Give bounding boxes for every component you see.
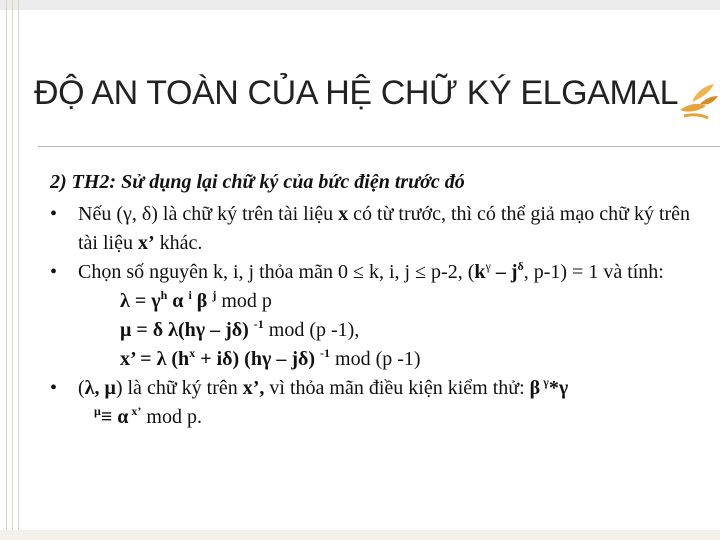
superscript: h [160,288,168,302]
bullet-dot: • [50,377,58,399]
formula-text: + iδ) (hγ – jδ) [195,348,321,370]
text-run: Chọn số nguyên k, i, j thỏa mãn 0 ≤ k, i, j ≤ p-2, ( [78,261,475,283]
text-run: – [490,261,511,283]
formula-text: μ = δ λ(hγ – jδ) [120,319,254,341]
equiv-symbol: ≡ [100,406,118,428]
top-band [0,0,720,10]
bottom-band [0,530,720,540]
text-run: ) là chữ ký trên tài liệu [151,203,339,225]
superscript: x’ [128,404,142,418]
formula-text: mod (p -1), [263,319,360,341]
superscript: -1 [320,346,331,360]
formula-text: mod (p -1) [330,348,421,370]
superscript: j [212,288,217,302]
text-run: khác. [154,232,203,254]
superscript: x [189,346,196,360]
bird-logo-icon [676,80,720,124]
superscript: μ [94,404,101,418]
delta-symbol: δ [141,203,152,225]
superscript: γ [540,375,549,389]
text-run: ( [78,377,85,399]
text-run: , [131,203,142,225]
frame-line-left-3 [18,0,19,540]
var-k: k [474,261,486,283]
text-run: , p-1) = 1 và tính: [523,261,664,283]
bullet-item-3 [50,374,710,403]
slide-body [50,168,710,432]
alpha-symbol: α [167,290,189,312]
superscript: i [188,288,192,302]
title-underline [38,146,720,147]
doc-x-prime: x’, [242,377,265,399]
formula-text: mod p [216,290,272,312]
slide-title: ĐỘ AN TOÀN CỦA HỆ CHỮ KÝ ELGAMAL [34,74,679,112]
bullet-item-2 [50,258,710,287]
text-run: vì thỏa mãn điều kiện kiểm thử: [264,377,530,399]
formula-mu [50,316,710,345]
superscript: -1 [253,317,264,331]
frame-line-left-1 [6,0,7,540]
frame-line-left-2 [12,0,13,540]
superscript: δ [517,259,524,273]
alpha-symbol: α [117,406,129,428]
verification-line [50,403,710,432]
section-heading: 2) TH2: Sử dụng lại chữ ký của bức điện trước đó [50,171,465,193]
formula-lambda [50,287,710,316]
formula-text: λ = γ [120,290,161,312]
var-j: j [510,261,518,283]
lambda-mu-symbols: λ, μ [84,377,116,399]
doc-x-prime: x’ [137,232,155,254]
text-run: ) là chữ ký trên [115,377,243,399]
bullet-dot: • [50,261,58,283]
beta-symbol: β [191,290,213,312]
formula-text: mod p. [141,406,202,428]
formula-x-prime [50,345,710,374]
beta-symbol: β [529,377,541,399]
doc-x: x [338,203,349,225]
text-run: có từ trước, thì có thể giả mạo chữ ký trên tài liệu [78,203,691,254]
formula-text: x’ = λ (h [120,348,190,370]
bullet-item-1 [50,200,710,258]
superscript: γ [485,259,491,273]
text-run: Nếu ( [78,203,123,225]
gamma-symbol: γ [122,203,132,225]
formula-text: *γ [548,377,569,399]
bullet-dot: • [50,203,58,225]
